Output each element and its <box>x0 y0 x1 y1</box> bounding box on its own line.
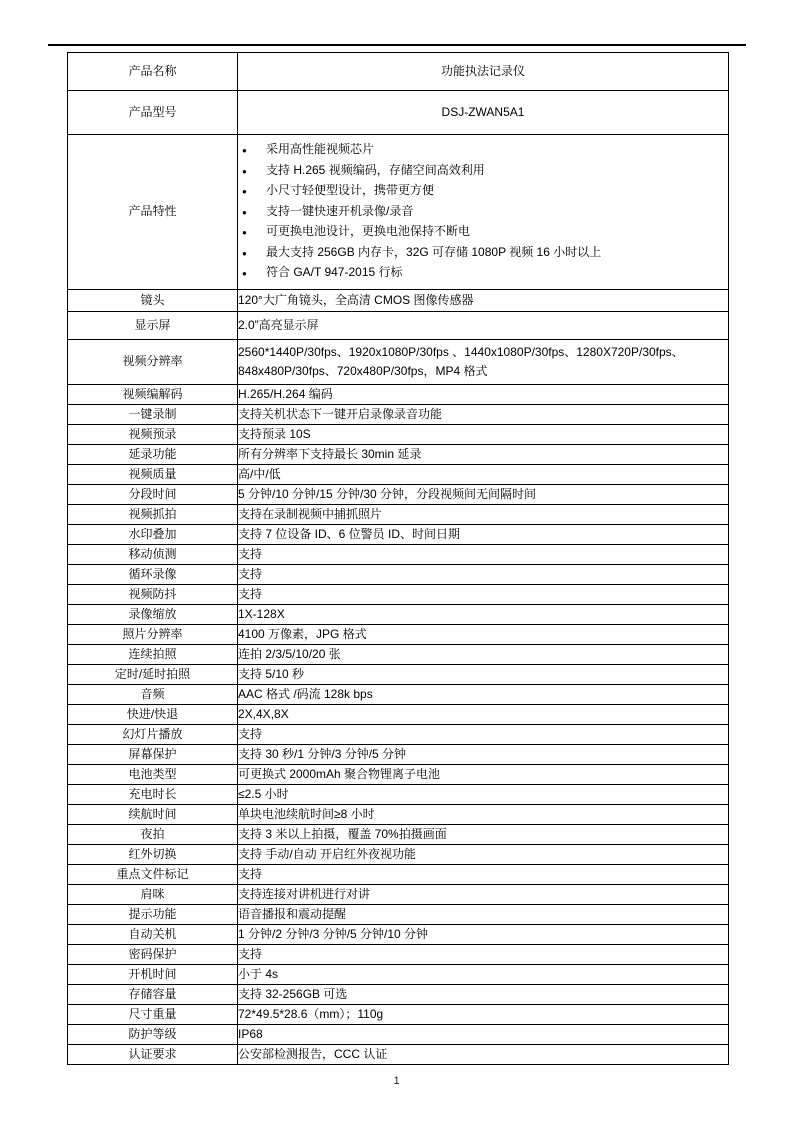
spec-label-cell: 延录功能 <box>68 444 238 464</box>
spec-label-cell: 防护等级 <box>68 1024 238 1044</box>
spec-value-cell: 支持预录 10S <box>238 424 729 444</box>
table-row <box>68 384 729 404</box>
table-row <box>68 339 729 384</box>
spec-label-cell: 视频分辨率 <box>68 339 238 384</box>
spec-value-cell: 支持 <box>238 564 729 584</box>
table-row <box>68 289 729 311</box>
feature-bullet-text: 可更换电池设计，更换电池保持不断电 <box>266 224 471 238</box>
bullet-icon: ● <box>242 166 247 176</box>
table-row <box>68 564 729 584</box>
table-row <box>68 311 729 339</box>
table-row <box>68 604 729 624</box>
spec-label-cell: 镜头 <box>68 289 238 311</box>
bullet-icon: ● <box>242 228 247 237</box>
spec-value-cell: 支持 7 位设备 ID、6 位警员 ID、时间日期 <box>238 524 729 544</box>
spec-value-cell: 小于 4s <box>238 964 729 984</box>
table-row <box>68 664 729 684</box>
feature-bullet-item <box>238 263 728 284</box>
spec-label-cell: 产品名称 <box>68 53 238 91</box>
bullet-icon: ● <box>242 248 247 258</box>
spec-label-cell: 重点文件标记 <box>68 864 238 884</box>
spec-label-cell: 视频防抖 <box>68 584 238 604</box>
table-row <box>68 135 729 290</box>
spec-value-cell: 5 分钟/10 分钟/15 分钟/30 分钟，分段视频间无间隔时间 <box>238 484 729 504</box>
table-row <box>68 644 729 664</box>
spec-value-cell: 支持 <box>238 544 729 564</box>
product-spec-table <box>67 52 729 1065</box>
bullet-icon: ● <box>242 187 247 196</box>
spec-value-cell: 支持 <box>238 724 729 744</box>
table-row <box>68 444 729 464</box>
feature-bullet-text: 支持 H.265 视频编码，存储空间高效利用 <box>266 162 485 177</box>
table-row <box>68 53 729 91</box>
table-row <box>68 524 729 544</box>
spec-value-cell <box>238 135 729 290</box>
spec-value-cell: 72*49.5*28.6（mm）；110g <box>238 1004 729 1024</box>
table-row <box>68 744 729 764</box>
spec-value-cell: 1X-128X <box>238 604 729 624</box>
table-row <box>68 944 729 964</box>
spec-value-cell: H.265/H.264 编码 <box>238 384 729 404</box>
table-row <box>68 864 729 884</box>
spec-label-cell: 显示屏 <box>68 311 238 339</box>
spec-label-cell: 循环录像 <box>68 564 238 584</box>
spec-label-cell: 屏幕保护 <box>68 744 238 764</box>
spec-label-cell: 视频预录 <box>68 424 238 444</box>
spec-label-cell: 视频抓拍 <box>68 504 238 524</box>
table-row <box>68 544 729 564</box>
feature-bullet-item <box>238 202 728 223</box>
spec-label-cell: 认证要求 <box>68 1044 238 1064</box>
spec-label-cell: 音频 <box>68 684 238 704</box>
table-row <box>68 1004 729 1024</box>
spec-value-cell: 支持 手动/自动 开启红外夜视功能 <box>238 844 729 864</box>
spec-label-cell: 视频质量 <box>68 464 238 484</box>
spec-label-cell: 一键录制 <box>68 404 238 424</box>
spec-value-cell: 120°大广角镜头，全高清 CMOS 图像传感器 <box>238 289 729 311</box>
spec-value-cell: 4100 万像素，JPG 格式 <box>238 624 729 644</box>
spec-label-cell: 幻灯片播放 <box>68 724 238 744</box>
spec-value-cell: 连拍 2/3/5/10/20 张 <box>238 644 729 664</box>
table-row <box>68 884 729 904</box>
spec-value-cell: 支持 30 秒/1 分钟/3 分钟/5 分钟 <box>238 744 729 764</box>
spec-value-cell: 支持连接对讲机进行对讲 <box>238 884 729 904</box>
spec-label-cell: 电池类型 <box>68 764 238 784</box>
bullet-icon: ● <box>242 207 247 217</box>
spec-label-cell: 红外切换 <box>68 844 238 864</box>
spec-value-cell: 2X,4X,8X <box>238 704 729 724</box>
spec-label-cell: 连续拍照 <box>68 644 238 664</box>
table-row <box>68 424 729 444</box>
table-row <box>68 484 729 504</box>
spec-value-cell: 单块电池续航时间≥8 小时 <box>238 804 729 824</box>
spec-value-cell: ≤2.5 小时 <box>238 784 729 804</box>
spec-label-cell: 提示功能 <box>68 904 238 924</box>
spec-value-cell: 所有分辨率下支持最长 30min 延录 <box>238 444 729 464</box>
table-row <box>68 824 729 844</box>
table-row <box>68 724 729 744</box>
spec-label-cell: 存储容量 <box>68 984 238 1004</box>
spec-label-cell: 夜拍 <box>68 824 238 844</box>
table-row <box>68 904 729 924</box>
spec-table-body <box>68 53 729 1065</box>
spec-label-cell: 开机时间 <box>68 964 238 984</box>
spec-label-cell: 密码保护 <box>68 944 238 964</box>
feature-bullet-item <box>238 222 728 243</box>
table-row <box>68 924 729 944</box>
spec-value-cell: 2.0”高亮显示屏 <box>238 311 729 339</box>
spec-label-cell: 视频编解码 <box>68 384 238 404</box>
spec-label-cell: 肩咪 <box>68 884 238 904</box>
table-row <box>68 984 729 1004</box>
spec-value-cell: 支持在录制视频中捕抓照片 <box>238 504 729 524</box>
spec-label-cell: 分段时间 <box>68 484 238 504</box>
page-number: 1 <box>393 1075 400 1087</box>
spec-label-cell: 快进/快退 <box>68 704 238 724</box>
spec-value-cell: 支持 32-256GB 可选 <box>238 984 729 1004</box>
spec-label-cell: 移动侦测 <box>68 544 238 564</box>
feature-bullet-item <box>238 161 728 182</box>
table-row <box>68 584 729 604</box>
spec-value-cell: DSJ-ZWAN5A1 <box>238 91 729 135</box>
table-row <box>68 764 729 784</box>
table-row <box>68 504 729 524</box>
spec-label-cell: 尺寸重量 <box>68 1004 238 1024</box>
table-row <box>68 91 729 135</box>
feature-bullet-text: 小尺寸轻便型设计，携带更方便 <box>266 183 435 197</box>
header-rule <box>48 44 746 46</box>
spec-value-cell: 支持 5/10 秒 <box>238 664 729 684</box>
table-row <box>68 804 729 824</box>
table-row <box>68 404 729 424</box>
spec-value-cell: 2560*1440P/30fps、1920x1080P/30fps 、1440x1080P/30fps、1280X720P/30fps、848x480P/30fps、720x480P/30fps，MP4 格式 <box>238 339 729 384</box>
feature-bullet-item <box>238 243 728 264</box>
table-row <box>68 964 729 984</box>
spec-label-cell: 照片分辨率 <box>68 624 238 644</box>
spec-label-cell: 产品特性 <box>68 135 238 290</box>
spec-label-cell: 充电时长 <box>68 784 238 804</box>
table-row <box>68 704 729 724</box>
spec-value-cell: IP68 <box>238 1024 729 1044</box>
spec-value-cell: 支持关机状态下一键开启录像录音功能 <box>238 404 729 424</box>
spec-value-cell: AAC 格式 /码流 128k bps <box>238 684 729 704</box>
feature-bullet-text: 符合 GA/T 947-2015 行标 <box>266 265 403 279</box>
table-row <box>68 684 729 704</box>
spec-value-cell: 高/中/低 <box>238 464 729 484</box>
spec-value-cell: 支持 <box>238 944 729 964</box>
spec-value-cell: 1 分钟/2 分钟/3 分钟/5 分钟/10 分钟 <box>238 924 729 944</box>
spec-value-cell: 支持 <box>238 584 729 604</box>
spec-label-cell: 录像缩放 <box>68 604 238 624</box>
feature-bullet-text: 支持一键快速开机录像/录音 <box>266 203 414 218</box>
spec-label-cell: 定时/延时拍照 <box>68 664 238 684</box>
spec-label-cell: 续航时间 <box>68 804 238 824</box>
spec-value-cell: 可更换式 2000mAh 聚合物锂离子电池 <box>238 764 729 784</box>
table-row <box>68 1024 729 1044</box>
table-row <box>68 784 729 804</box>
spec-value-cell: 功能执法记录仪 <box>238 53 729 91</box>
spec-label-cell: 产品型号 <box>68 91 238 135</box>
spec-label-cell: 水印叠加 <box>68 524 238 544</box>
feature-bullet-text: 采用高性能视频芯片 <box>266 142 375 156</box>
table-row <box>68 624 729 644</box>
feature-bullet-text: 最大支持 256GB 内存卡，32G 可存储 1080P 视频 16 小时以上 <box>266 244 602 259</box>
spec-value-cell: 公安部检测报告，CCC 认证 <box>238 1044 729 1064</box>
spec-label-cell: 自动关机 <box>68 924 238 944</box>
table-row <box>68 464 729 484</box>
spec-value-cell: 支持 3 米以上拍摄，覆盖 70%拍摄画面 <box>238 824 729 844</box>
spec-value-cell: 语音播报和震动提醒 <box>238 904 729 924</box>
feature-bullet-item <box>238 181 728 202</box>
bullet-icon: ● <box>242 146 247 155</box>
spec-value-cell: 支持 <box>238 864 729 884</box>
table-row <box>68 844 729 864</box>
table-row <box>68 1044 729 1064</box>
feature-bullet-item <box>238 140 728 161</box>
bullet-icon: ● <box>242 269 247 278</box>
